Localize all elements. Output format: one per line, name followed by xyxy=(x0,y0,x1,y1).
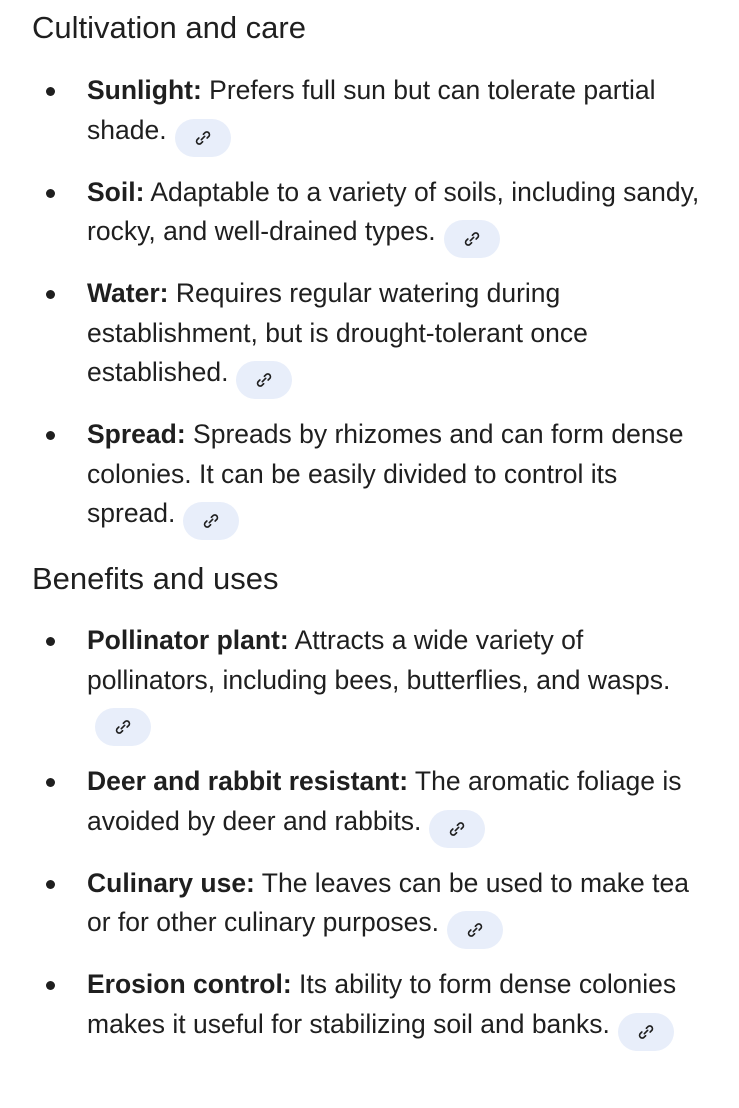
bullet-text: Adaptable to a variety of soils, including sandy, rocky, and well-drained types. xyxy=(87,176,700,246)
bullet-term: Pollinator plant: xyxy=(87,625,289,655)
bullet-icon xyxy=(46,981,55,990)
list-item-deer-rabbit xyxy=(0,762,739,848)
list-item-culinary xyxy=(0,864,739,950)
bullet-text: Attracts a wide variety of pollinators, including bees, butterflies, and wasps. xyxy=(87,625,671,695)
bullet-term: Deer and rabbit resistant: xyxy=(87,766,409,796)
list-item-spread xyxy=(0,415,739,540)
bullet-term: Sunlight: xyxy=(87,75,202,105)
source-link-button[interactable] xyxy=(618,1013,674,1051)
link-icon xyxy=(113,717,133,737)
bullet-icon xyxy=(46,431,55,440)
benefits-list xyxy=(0,621,739,1051)
bullet-icon xyxy=(46,778,55,787)
bullet-term: Erosion control: xyxy=(87,969,292,999)
source-link-button[interactable] xyxy=(429,810,485,848)
source-link-button[interactable] xyxy=(183,502,239,540)
source-link-button[interactable] xyxy=(444,220,500,258)
bullet-text: The aromatic foliage is avoided by deer and rabbits. xyxy=(87,766,682,836)
source-link-button[interactable] xyxy=(447,911,503,949)
source-link-button[interactable] xyxy=(175,119,231,157)
bullet-term: Culinary use: xyxy=(87,867,255,898)
bullet-icon xyxy=(46,87,55,96)
link-icon xyxy=(447,819,467,839)
list-item-pollinator xyxy=(0,621,739,746)
bullet-term: Water: xyxy=(87,278,169,308)
list-item-water xyxy=(0,274,739,399)
list-item-soil xyxy=(0,173,739,259)
bullet-icon xyxy=(46,290,55,299)
link-icon xyxy=(465,920,485,940)
link-icon xyxy=(636,1022,656,1042)
bullet-icon xyxy=(46,637,55,646)
link-icon xyxy=(201,511,221,531)
link-icon xyxy=(462,229,482,249)
source-link-button[interactable] xyxy=(236,361,292,399)
section-heading-benefits: Benefits and uses xyxy=(32,561,279,596)
bullet-text: Spreads by rhizomes and can form dense colonies. It can be easily divided to control its spread. xyxy=(87,419,684,528)
bullet-text: Its ability to form dense colonies makes it useful for stabilizing soil and banks. xyxy=(87,969,677,1039)
section-heading-cultivation: Cultivation and care xyxy=(32,10,306,45)
bullet-icon xyxy=(46,880,55,889)
bullet-text: The leaves can be used to make tea or for other culinary purposes. xyxy=(87,867,689,937)
bullet-term: Spread: xyxy=(87,419,186,449)
bullet-icon xyxy=(46,189,55,198)
list-item-erosion xyxy=(0,965,739,1051)
list-item-sunlight xyxy=(0,71,739,157)
bullet-term: Soil: xyxy=(87,176,145,207)
bullet-text: Prefers full sun but can tolerate partial shade. xyxy=(87,75,656,145)
source-link-button[interactable] xyxy=(95,708,151,746)
link-icon xyxy=(193,128,213,148)
link-icon xyxy=(254,370,274,390)
bullet-text: Requires regular watering during establishment, but is drought-tolerant once established. xyxy=(87,278,588,387)
cultivation-list xyxy=(0,71,739,540)
